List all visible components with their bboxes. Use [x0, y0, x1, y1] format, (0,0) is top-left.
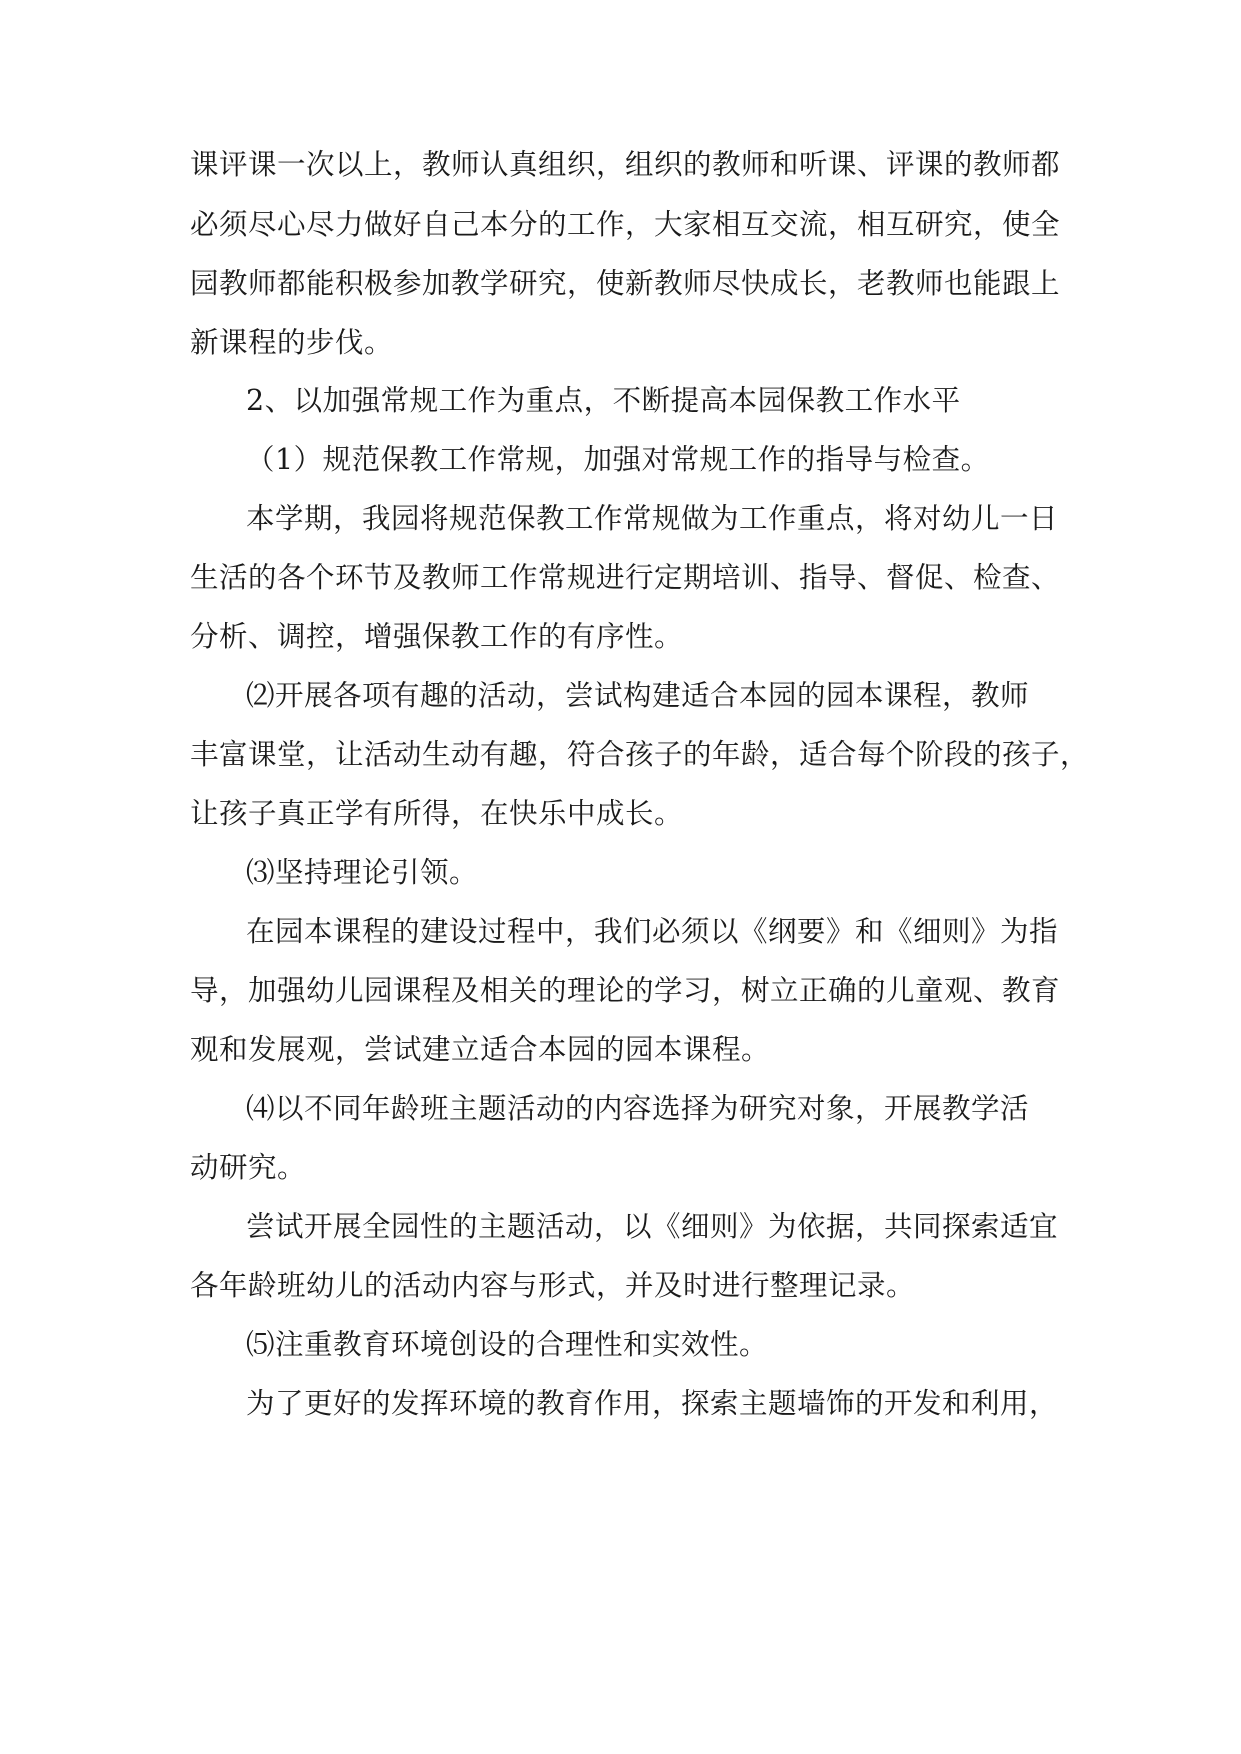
- paragraph-line: 导，加强幼儿园课程及相关的理论的学习，树立正确的儿童观、教育: [190, 974, 1061, 1007]
- paragraph-line: 课评课一次以上，教师认真组织，组织的教师和听课、评课的教师都: [190, 148, 1061, 181]
- paragraph-line: 园教师都能积极参加教学研究，使新教师尽快成长，老教师也能跟上: [190, 267, 1061, 300]
- paragraph-line: 尝试开展全园性的主题活动，以《细则》为依据，共同探索适宜: [246, 1210, 1059, 1243]
- paragraph-line: 丰富课堂，让活动生动有趣，符合孩子的年龄，适合每个阶段的孩子，: [190, 738, 1090, 771]
- paragraph-line: 生活的各个环节及教师工作常规进行定期培训、指导、督促、检查、: [190, 561, 1061, 594]
- paragraph-line: 本学期，我园将规范保教工作常规做为工作重点，将对幼儿一日: [246, 502, 1059, 535]
- paragraph-line: 在园本课程的建设过程中，我们必须以《纲要》和《细则》为指: [246, 915, 1059, 948]
- paragraph-line: 各年龄班幼儿的活动内容与形式，并及时进行整理记录。: [190, 1269, 916, 1302]
- subsection-heading: ⑷以不同年龄班主题活动的内容选择为研究对象，开展教学活: [246, 1092, 1030, 1125]
- paragraph-line: 观和发展观，尝试建立适合本园的园本课程。: [190, 1033, 771, 1066]
- paragraph-line: 让孩子真正学有所得，在快乐中成长。: [190, 797, 684, 830]
- paragraph-line: 新课程的步伐。: [190, 326, 394, 359]
- subsection-heading: ⑵开展各项有趣的活动，尝试构建适合本园的园本课程，教师: [246, 679, 1030, 712]
- subsection-heading: ⑸注重教育环境创设的合理性和实效性。: [246, 1328, 769, 1361]
- subsection-heading: （1）规范保教工作常规，加强对常规工作的指导与检查。: [246, 443, 990, 476]
- paragraph-line: 为了更好的发挥环境的教育作用，探索主题墙饰的开发和利用，: [246, 1387, 1059, 1420]
- paragraph-line: 动研究。: [190, 1151, 307, 1184]
- paragraph-line: 分析、调控，增强保教工作的有序性。: [190, 620, 684, 653]
- section-heading: 2、以加强常规工作为重点，不断提高本园保教工作水平: [246, 384, 961, 417]
- subsection-heading: ⑶坚持理论引领。: [246, 856, 479, 889]
- paragraph-line: 必须尽心尽力做好自己本分的工作，大家相互交流，相互研究，使全: [190, 208, 1061, 241]
